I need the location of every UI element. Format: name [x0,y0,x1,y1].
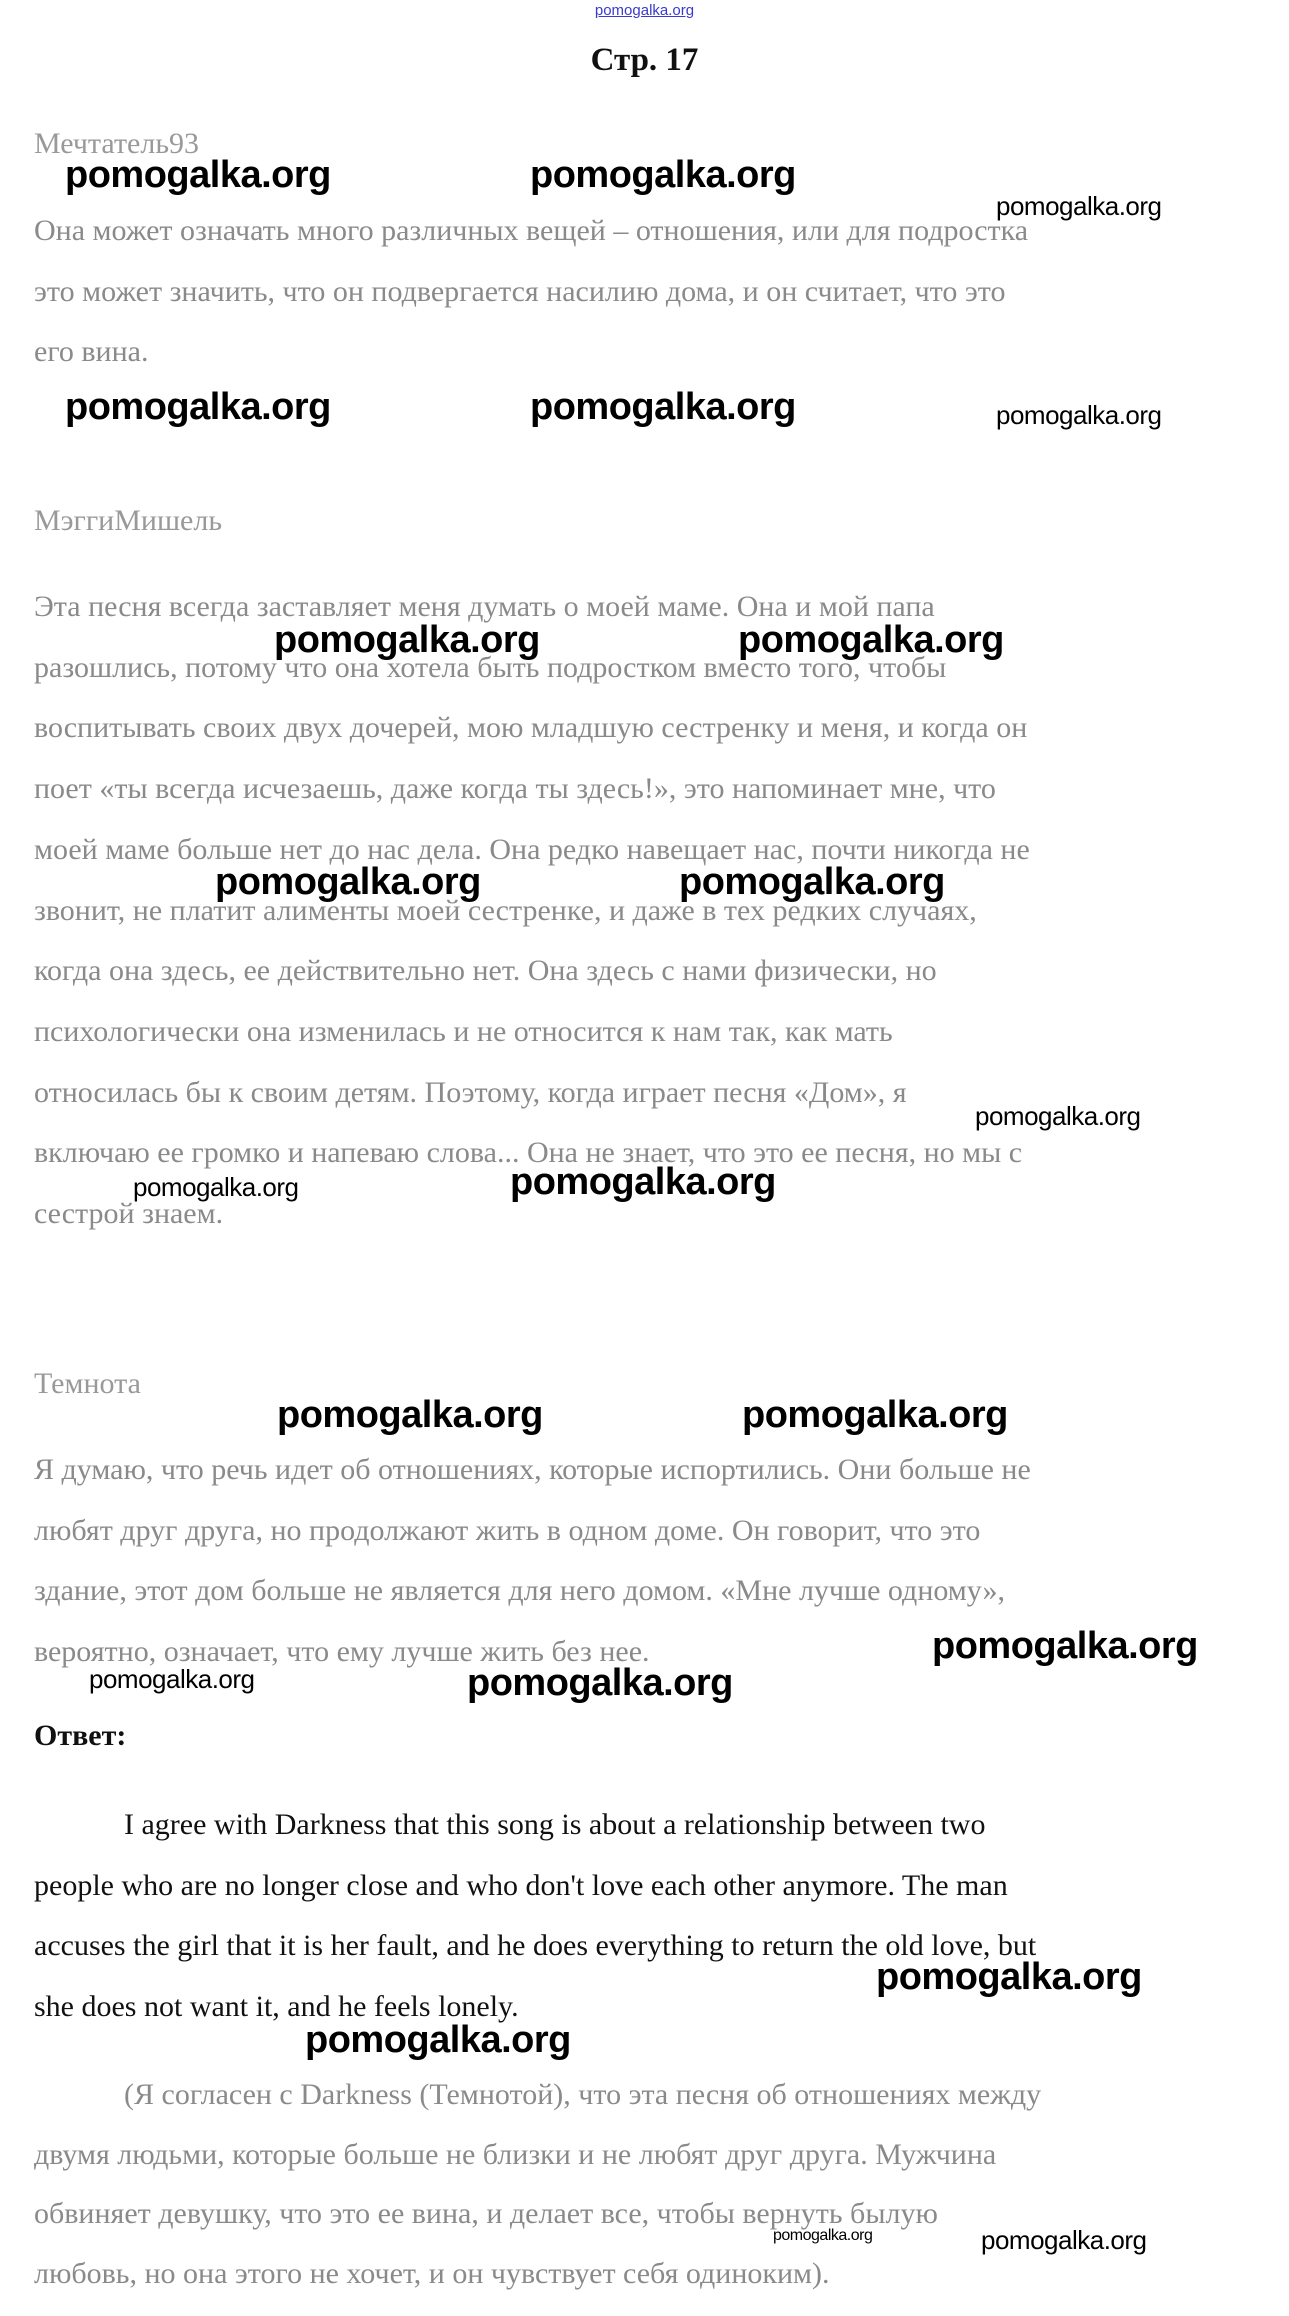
comment-author: Темнота [34,1367,141,1400]
watermark: pomogalka.org [215,861,481,903]
comment-line: воспитывать своих двух дочерей, мою младшую сестренку и меня, и когда он [34,711,1028,745]
watermark: pomogalka.org [65,154,331,196]
watermark: pomogalka.org [277,1394,543,1436]
comment-author: МэггиМишель [34,504,223,537]
answer-russian-line: любовь, но она этого не хочет, и он чувствует себя одиноким). [34,2256,830,2290]
answer-russian-line: обвиняет девушку, что это ее вина, и делает все, чтобы вернуть былую [34,2197,938,2230]
comment-line: вероятно, означает, что ему лучше жить без нее. [34,1635,650,1669]
answer-russian-line: (Я согласен с Darkness (Темнотой), что эта песня об отношениях между [124,2078,1042,2111]
comment-line: когда она здесь, ее действительно нет. Она здесь с нами физически, но [34,954,937,988]
watermark: pomogalka.org [274,619,540,661]
comment-line: звонит, не платит алименты моей сестренке, и даже в тех редких случаях, [34,893,977,927]
watermark: pomogalka.org [876,1956,1142,1998]
comment-line: относилась бы к своим детям. Поэтому, когда играет песня «Дом», я [34,1075,907,1109]
comment-line: сестрой знаем. [34,1197,224,1230]
watermark: pomogalka.org [679,861,945,903]
comment-author: Мечтатель93 [34,127,200,160]
watermark: pomogalka.org [530,154,796,196]
watermark: pomogalka.org [467,1662,733,1704]
comment-line: любят друг друга, но продолжают жить в одном доме. Он говорит, что это [34,1513,981,1547]
watermark: pomogalka.org [305,2019,571,2061]
watermark: pomogalka.org [773,2227,873,2244]
comment-line: это может значить, что он подвергается насилию дома, и он считает, что это [34,274,1006,308]
comment-line: Эта песня всегда заставляет меня думать о моей маме. Она и мой папа [34,590,935,623]
watermark: pomogalka.org [742,1394,1008,1436]
watermark: pomogalka.org [738,619,1004,661]
comment-line: здание, этот дом больше не является для него домом. «Мне лучше одному», [34,1574,1006,1608]
watermark: pomogalka.org [932,1625,1198,1667]
comment-line: включаю ее громко и напеваю слова... Она не знает, что это ее песня, но мы с [34,1136,1023,1170]
watermark: pomogalka.org [510,1161,776,1203]
answer-english-line: I agree with Darkness that this song is about a relationship between two [124,1808,986,1841]
answer-label: Ответ: [34,1719,127,1752]
comment-line: Я думаю, что речь идет об отношениях, которые испортились. Они больше не [34,1453,1031,1486]
comment-line: психологически она изменилась и не относится к нам так, как мать [34,1014,893,1048]
answer-russian-line: двумя людьми, которые больше не близки и не любят друг друга. Мужчина [34,2137,997,2171]
watermark: pomogalka.org [996,400,1162,430]
watermark: pomogalka.org [65,386,331,428]
comment-line: Она может означать много различных вещей – отношения, или для подростка [34,214,1029,247]
answer-english-line: accuses the girl that it is her fault, and he does everything to return the old love, but [34,1929,1037,1963]
watermark: pomogalka.org [996,191,1162,221]
watermark: pomogalka.org [981,2225,1147,2255]
answer-english-line: people who are no longer close and who don't love each other anymore. The man [34,1868,1008,1902]
comment-line: моей маме больше нет до нас дела. Она редко навещает нас, почти никогда не [34,832,1030,866]
watermark: pomogalka.org [975,1101,1141,1131]
page-title: Стр. 17 [590,42,699,78]
comment-line: разошлись, потому что она хотела быть подростком вместо того, чтобы [34,650,947,684]
comment-line: его вина. [34,335,149,369]
watermark: pomogalka.org [133,1172,299,1202]
watermark: pomogalka.org [530,386,796,428]
site-link[interactable]: pomogalka.org [594,2,695,19]
watermark: pomogalka.org [89,1664,255,1694]
comment-line: поет «ты всегда исчезаешь, даже когда ты здесь!», это напоминает мне, что [34,772,996,806]
answer-english-line: she does not want it, and he feels lonely. [34,1990,519,2024]
